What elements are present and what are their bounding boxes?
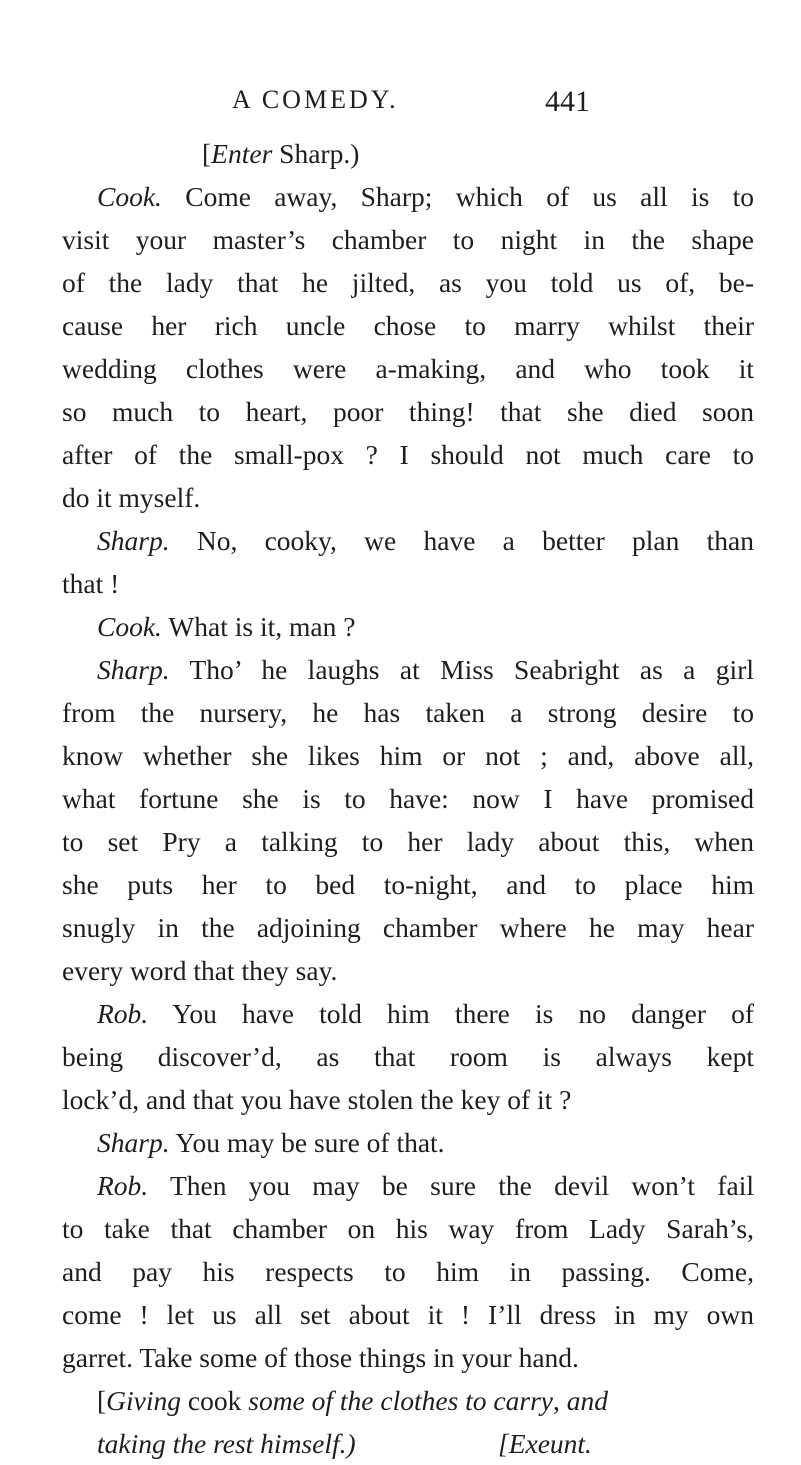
text-line: wedding clothes were a-making, and who took it [62,353,754,384]
text-line: from the nursery, he has taken a strong desire to [62,697,754,728]
text-line: to set Pry a talking to her lady about this, when [62,826,754,857]
running-title: A COMEDY. [232,85,399,114]
stage-roman: cook [181,1385,249,1416]
text-line: snugly in the adjoining chamber where he may hear [62,912,754,943]
enter-word: Enter [211,138,273,169]
text-line: every word that they say. [62,955,338,986]
speech-text: Come away, Sharp; which of us all is to [161,181,754,212]
text-line: lock’d, and that you have stolen the key of it ? [62,1084,572,1115]
stage-italic: and [566,1385,608,1416]
speaker-name: Sharp. [97,654,170,685]
text-line: garret. Take some of those things in your hand. [62,1342,579,1373]
speech-text: No, cooky, we have a better plan than [169,525,754,556]
stage-word: Giving [106,1385,182,1416]
stage-direction-enter [62,132,754,175]
bracket: [ [202,138,212,169]
bracket: [ [97,1385,107,1416]
text-line [62,1164,754,1207]
text-line [62,605,754,648]
speech-text: Tho’ he laughs at Miss Seabright as a girl [169,654,754,685]
text-line: to take that chamber on his way from Lady Sarah’s, [62,1213,754,1244]
text-line [62,992,754,1035]
exeunt: [Exeunt. [498,1428,592,1459]
stage-italic: some of the clothes to carry [248,1385,553,1416]
page-number: 441 [545,85,590,118]
text-line [62,519,754,562]
speaker-name: Sharp. [97,1127,170,1158]
text-line: she puts her to bed to-night, and to place him [62,869,754,900]
text-line: being discover’d, as that room is always kept [62,1041,754,1072]
text-line [62,648,754,691]
text-line [62,175,754,218]
stage-direction [62,1379,754,1422]
speech-text: What is it, man ? [161,611,356,642]
speaker-name: Rob. [97,1170,149,1201]
speech-text: Then you may be sure the devil won’t fail [148,1170,754,1201]
play-text [62,132,754,1465]
text-line: of the lady that he jilted, as you told us of, be- [62,267,754,298]
text-line: know whether she likes him or not ; and, above all, [62,740,754,771]
text-line: visit your master’s chamber to night in the shape [62,224,754,255]
text-line: that ! [62,568,120,599]
running-head [0,85,801,125]
stage-comma: , [552,1385,567,1416]
speaker-name: Cook. [97,611,162,642]
speaker-name: Cook. [97,181,162,212]
text-line: so much to heart, poor thing! that she died soon [62,396,754,427]
stage-italic: taking the rest himself.) [97,1428,356,1459]
text-line: and pay his respects to him in passing. Come, [62,1256,754,1287]
entering-character: Sharp.) [272,138,360,169]
text-line: do it myself. [62,482,201,513]
text-line: come ! let us all set about it ! I’ll dress in my own [62,1299,754,1330]
text-line: cause her rich uncle chose to marry whilst their [62,310,754,341]
speaker-name: Sharp. [97,525,170,556]
stage-direction [62,1422,754,1465]
text-line: after of the small-pox ? I should not much care to [62,439,754,470]
speech-text: You may be sure of that. [169,1127,445,1158]
text-line: what fortune she is to have: now I have promised [62,783,754,814]
text-line [62,1121,754,1164]
speaker-name: Rob. [97,998,149,1029]
speech-text: You have told him there is no danger of [148,998,754,1029]
